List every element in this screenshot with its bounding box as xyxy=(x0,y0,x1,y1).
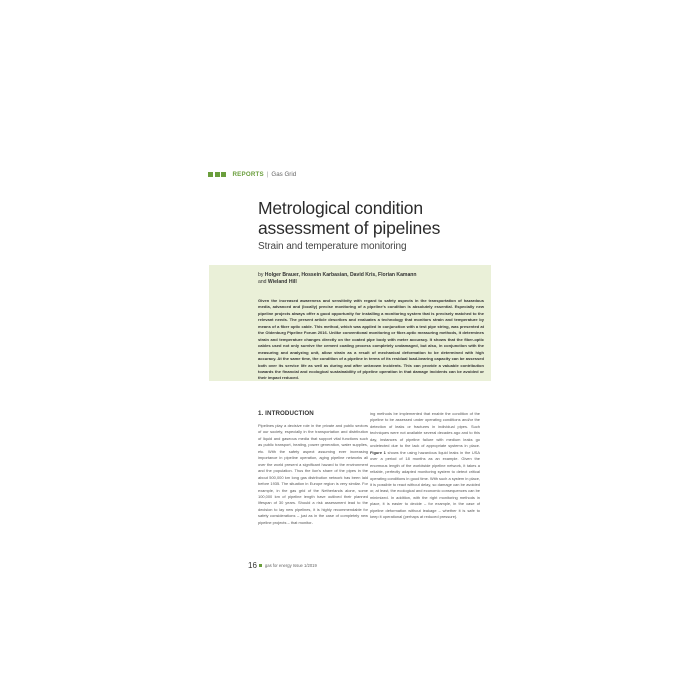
authors xyxy=(258,272,488,286)
article-subtitle: Strain and temperature monitoring xyxy=(258,241,407,252)
col2-text-2: shows the using hazardous liquid leaks in the USA over a period of 18 months as an example. Given the enormous length of the worldwide pipeline network, it takes a reliable, perfectly adapted monitoring system to detect critical operating conditions in good time. With such a system in place, it is possible to react without delay, so damage can be avoided or, at least, the ecological and economic consequences can be minimized. In addition, with the right monitoring methods in place, it is easier to decide – for example, in the case of pipeline deformation without leakage – whether it is safe to keep it operational (perhaps at reduced pressure). xyxy=(370,449,480,520)
title-line-1: Metrological condition xyxy=(258,198,423,218)
header-separator: | xyxy=(266,170,269,178)
abstract-text: Given the increased awareness and sensitivity with regard to safety aspects in the transportation of hazardous media, advanced and (locally) precise monitoring of a pipeline's condition is absolutely essential. Especially new pipeline projects always offer a good opportunity for installing a monitoring system that is precisely matched to the relevant needs. The present article describes and evaluates a technology that monitors strain and temperature by means of a fiber optic cable. This method, which was applied in conjunction with a test pipe string, was presented at the Oldenburg Pipeline Forum 2016. Unlike conventional monitoring or fiber-optic measuring methods, it determines strain and temperature changes directly on the coated pipe body with meter accuracy. It shows that the fiber-optic cables used not only survive the cement coating process completely undamaged, but also, in conjunction with the measuring and analyzing unit, allow strain as a result of mechanical deformation to be determined with high accuracy. At the same time, the condition of a pipeline in terms of its residual load-bearing capacity can be assessed both over its service life as well as during and after unknown incidents. This can provide a valuable contribution towards the financial and ecological sustainability of pipeline operation in that damage incidents can be avoided or their impact reduced. xyxy=(258,298,484,381)
section-marker-icon xyxy=(208,172,228,177)
authors-prefix: by xyxy=(258,272,265,278)
footer-marker-icon xyxy=(259,564,262,567)
section-label: REPORTS xyxy=(232,170,264,178)
authors-line-1: Holger Brauer, Hossein Karbasian, David Kris, Florian Kamann xyxy=(264,272,417,278)
body-column-1: Pipelines play a decisive role in the private and public sectors of our society, especially in the transportation and distribution of liquid and gaseous media that support vital functions such as public transport, heating, power generation, water supplies, etc. With the safety aspect assuming ever increasing importance in pipeline operation, aging pipeline networks all over the world present a significant hazard to the environment and the population. Thus the lion's share of the pipes in the about 500,000 km long gas distribution network has been laid before 1935. The situation in Europe region is very similar. For example, in the gas grid of the Netherlands alone, some 100,000 km of pipeline length have outlived their planned lifespan of 30 years. Should a risk assessment lead to the decision to lay new pipelines, it is highly recommendable for safety considerations – just as in the case of completely new pipeline projects – that monitor- xyxy=(258,423,368,525)
section-header xyxy=(208,169,296,179)
col2-text-1: ing methods be implemented that enable the condition of the pipeline to be assessed under operating conditions and/or the detection of leaks or fractures in individual pipes. Such techniques were not available several decades ago and to this day, instances of pipeline failure with medium leaks go undetected due to the lack of appropriate systems in place. xyxy=(370,411,480,449)
section-heading: 1. INTRODUCTION xyxy=(258,410,314,417)
page-footer xyxy=(248,561,317,570)
article-title xyxy=(258,198,548,238)
body-column-2 xyxy=(370,411,480,521)
page-number: 16 xyxy=(248,561,257,570)
journal-name: gas for energy Issue 1/2019 xyxy=(264,563,317,568)
authors-and: and xyxy=(258,278,268,285)
subsection-label: Gas Grid xyxy=(271,170,297,178)
figure-reference: Figure 1 xyxy=(370,449,386,455)
title-line-2: assessment of pipelines xyxy=(258,218,441,238)
authors-line-2: Wieland Hill xyxy=(267,278,297,285)
